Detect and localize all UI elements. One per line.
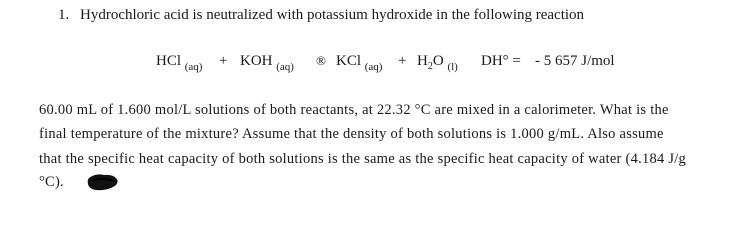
reactant-hcl: HCl $_{(aq)}$ <box>156 53 203 73</box>
question-number: 1. <box>58 7 70 23</box>
problem-line-1: 60.00 mL of 1.600 mol/L solutions of both reactants, at 22.32 °C are mixed in a calorimeter. What is the <box>39 102 669 118</box>
product-kcl: KCl $_{(aq)}$ <box>336 53 383 73</box>
product-water: $H_2O$ $_{(l)}$ <box>417 53 458 73</box>
problem-line-2: final temperature of the mixture? Assume that the density of both solutions is 1.000 g/mL. Also assume <box>39 126 664 142</box>
koh-state: (aq) <box>276 61 294 73</box>
enthalpy-value: - 5 657 J/mol <box>535 53 615 69</box>
plus-sign-2: + <box>398 53 407 69</box>
question-line <box>58 6 584 24</box>
reactant-koh: KOH $_{(aq)}$ <box>240 53 294 73</box>
ink-scribble-mark <box>86 171 120 193</box>
reaction-arrow: ® <box>316 53 326 68</box>
question-text: Hydrochloric acid is neutralized with potassium hydroxide in the following reaction <box>80 7 585 23</box>
plus-sign-1: + <box>219 53 228 69</box>
problem-line-4: °C). <box>39 174 64 190</box>
kcl-state: (aq) <box>364 61 383 73</box>
problem-line-3: that the specific heat capacity of both solutions is the same as the specific heat capacity of water (4.184 J/g <box>39 151 687 167</box>
hcl-state: (aq) <box>184 61 203 73</box>
enthalpy-label: DH° = <box>481 53 521 69</box>
water-state: (l) <box>447 61 458 73</box>
